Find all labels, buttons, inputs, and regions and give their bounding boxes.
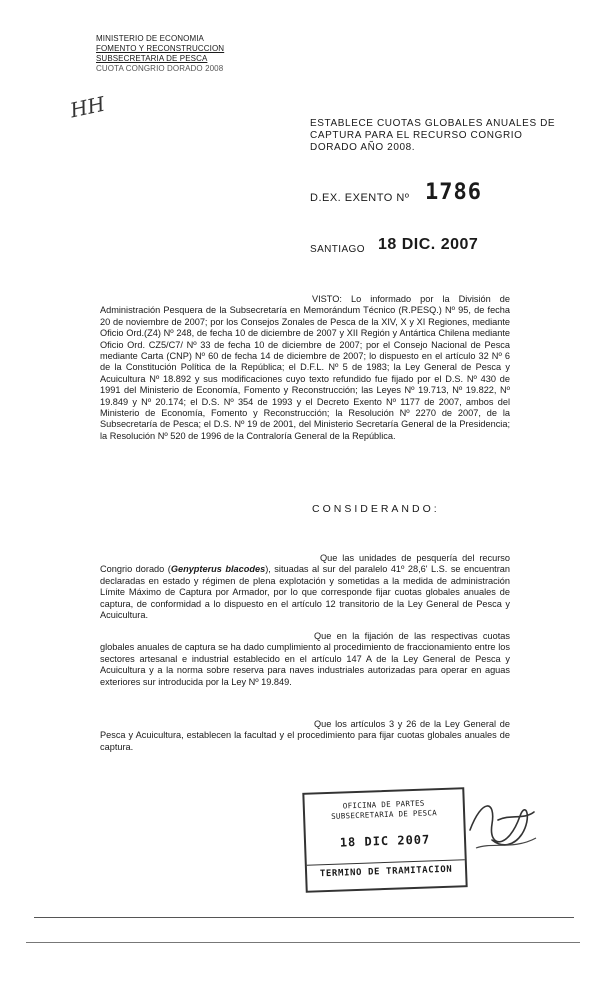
page-separator-line (34, 917, 574, 918)
letterhead-subsecretaria: SUBSECRETARIA DE PESCA (96, 54, 208, 63)
stamp-office: OFICINA DE PARTES (342, 798, 425, 811)
letterhead-ministry: MINISTERIO DE ECONOMIA (96, 34, 204, 43)
considerando-paragraph-1 (100, 553, 510, 621)
stamp-date: 18 DIC 2007 (339, 832, 431, 850)
place-city: SANTIAGO (310, 244, 365, 255)
decree-number: 1786 (425, 180, 482, 205)
species-name: Genypterus blacodes (170, 564, 266, 575)
considerando-1-post: ), situadas al sur del paralelo 41º 28,6' L.S. se encuentran declaradas en estado y régimen de plena explotación y sometidas a la medida de administración Límite Máximo de Captura por Armador, por lo que corresponde fijar cuotas globales anuales de captura, de conformidad a lo dispuesto en el artículo 12 transitorio de la Ley General de Pesca y Acuicultura. (100, 564, 511, 621)
considerando-1-pre: Que las unidades de pesquería del recurso Congrio dorado ( (100, 553, 510, 575)
signature-scribble (462, 790, 542, 860)
considerando-paragraph-2: Que en la fijación de las respectivas cuotas globales anuales de captura se ha dado cumplimiento al procedimiento de fraccionamiento entre los sectores artesanal e industrial establecido en el artículo 147 A de la Ley General de Pesca y Acuicultura y a la norma sobre reserva para naves industriales autorizadas para operar en aguas exteriores sur introducida por la Ley Nº 19.849. (100, 631, 510, 687)
stamp-footer: TERMINO DE TRAMITACION (307, 859, 465, 880)
handwritten-initials: HH (67, 91, 108, 123)
reception-stamp (302, 787, 467, 893)
considerando-heading: CONSIDERANDO: (312, 503, 440, 515)
stamp-subsecretaria: SUBSECRETARIA DE PESCA (331, 808, 438, 821)
place-date: 18 DIC. 2007 (378, 236, 479, 253)
decree-subject: ESTABLECE CUOTAS GLOBALES ANUALES DE CAPTURA PARA EL RECURSO CONGRIO DORADO AÑO 2008. (310, 118, 556, 153)
page-separator-line-2 (26, 942, 580, 943)
letterhead-reference: CUOTA CONGRIO DORADO 2008 (96, 64, 224, 73)
considerando-paragraph-3: Que los artículos 3 y 26 de la Ley General de Pesca y Acuicultura, establecen la facultad y el procedimiento para fijar cuotas globales anuales de captura. (100, 719, 510, 752)
visto-paragraph: VISTO: Lo informado por la División de Administración Pesquera de la Subsecretaría en Memorándum Técnico (R.PESQ.) Nº 95, de fecha 20 de noviembre de 2007; por los Consejos Zonales de Pesca de la XIV, X y XI Regiones, mediante Oficio Ord.(Z4) Nº 248, de fecha 10 de diciembre de 2007 y XII Región y Antártica Chilena mediante Oficio Ord. CZ5/C7/ Nº 33 de fecha 10 de diciembre de 2007; por el Consejo Nacional de Pesca mediante Carta (CNP) Nº 60 de fecha 14 de diciembre de 2007; lo dispuesto en el artículo 32 Nº 6 de la Constitución Política de la República; el D.F.L. Nº 5 de 1983; la Ley General de Pesca y Acuicultura Nº 18.892 y sus modificaciones cuyo texto refundido fue fijado por el D.S. Nº 430 de 1991 del Ministerio de Economía, Fomento y Reconstrucción; las Leyes Nº 19.713, Nº 19.822, Nº 19.849 y Nº 20.174; el D.S. Nº 354 de 1993 y el Decreto Exento Nº 1177 de 2007, ambos del Ministerio de Economía, Fomento y Reconstrucción; la Resolución Nº 2270 de 2007, de la Subsecretaría de Pesca; el D.S. Nº 19 de 2001, del Ministerio Secretaría General de la Presidencia; la Resolución Nº 520 de 1996 de la Contraloría General de la República. (100, 294, 510, 441)
decree-label: D.EX. EXENTO Nº (310, 192, 410, 204)
letterhead-fomento: FOMENTO Y RECONSTRUCCION (96, 44, 225, 53)
letterhead (96, 34, 246, 74)
